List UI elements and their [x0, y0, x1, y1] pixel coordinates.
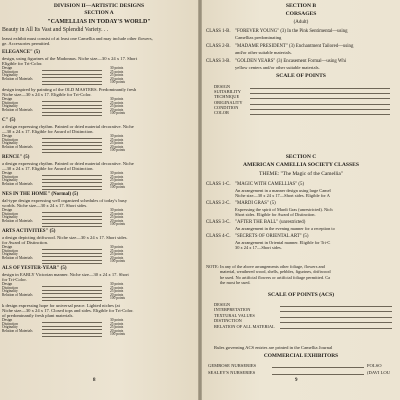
class-description: An arrangement in the evening manner for a reception to: [235, 226, 335, 231]
scale-fill-line: [280, 322, 392, 323]
scoring-points: 25 points: [110, 215, 124, 220]
scoring-points: 20 points: [110, 76, 124, 81]
score-fill-line: [42, 115, 102, 116]
scoring-points: 30 points: [110, 282, 124, 286]
class-description: and/or other suitable materials.: [235, 50, 292, 55]
exhibitor-name: GEMROSE NURSERIES: [208, 363, 257, 368]
class-description: a design depicting driftwood. Niche size—30 x 24 x 17. Short sides.: [2, 235, 128, 240]
score-fill-line: [42, 182, 102, 183]
score-fill-line: [42, 326, 102, 327]
scoring-points: 20 points: [110, 328, 124, 333]
score-fill-line: [42, 223, 102, 224]
score-fill-line: [42, 263, 102, 264]
adult-label: (Adult): [293, 20, 309, 25]
score-fill-line: [42, 186, 102, 187]
class-title: "SECRETS OF ORIENTAL ART" (5): [235, 234, 309, 239]
scoring-criterion: Design: [2, 208, 13, 212]
scoring-points: 25 points: [110, 137, 124, 142]
score-fill-line: [42, 333, 102, 334]
scoring-points: 100 points: [110, 111, 126, 116]
scoring-points: 25 points: [110, 252, 124, 257]
theme-title: "CAMELLIAS IN TODAY'S WORLD": [47, 19, 151, 25]
score-fill-line: [42, 256, 102, 257]
score-fill-line: [42, 260, 102, 261]
score-fill-line: [42, 253, 102, 254]
scoring-criterion: Distinction: [2, 174, 18, 179]
scoring-points: 20 points: [110, 181, 124, 186]
score-fill-line: [42, 74, 102, 75]
scoring-points: 20 points: [110, 144, 124, 149]
scoring-points: 100 points: [110, 332, 126, 337]
scoring-criterion: Design: [2, 171, 13, 175]
corsages-heading: CORSAGES: [285, 11, 317, 17]
class-description: An arrangement in a manner design using large Camel: [235, 188, 331, 193]
score-fill-line: [42, 286, 102, 287]
scoring-points: 20 points: [110, 255, 124, 260]
scoring-criterion: Relation of Materials: [2, 144, 33, 149]
class-description: for Award of Distinction.: [2, 240, 49, 245]
score-fill-line: [42, 138, 102, 139]
scale-item: DISTINCTION: [214, 318, 242, 324]
score-fill-line: [42, 189, 102, 190]
score-fill-line: [42, 179, 102, 180]
scoring-points: 30 points: [110, 245, 124, 249]
class-title: "MAGIC WITH CAMELLIAS" (5): [235, 182, 304, 187]
intro-note-line-1: leasst exhibit must consist of at least one Camellia and may include other flowers,: [2, 36, 153, 41]
scoring-points: 100 points: [110, 222, 126, 227]
acs-theme: THEME: "The Magic of the Camellia": [259, 171, 343, 177]
scoring-points: 30 points: [110, 318, 124, 322]
class-description: for Tri-Color.: [2, 277, 27, 282]
scoring-criterion: Relation of Materials: [2, 181, 33, 186]
scoring-criterion: Distinction: [2, 285, 18, 290]
score-fill-line: [42, 108, 102, 109]
scale-item: RELATION OF ALL MATERIAL: [214, 323, 275, 329]
scoring-points: 30 points: [110, 134, 124, 138]
score-fill-line: [42, 152, 102, 153]
class-description: of predominantly fresh plant materials.: [2, 313, 74, 318]
scoring-points: 100 points: [110, 296, 126, 301]
class-number: CLASS 2-C.: [206, 201, 231, 206]
commercial-exhibitors-heading: COMMERCIAL EXHIBITORS: [263, 353, 339, 359]
score-fill-line: [42, 293, 102, 294]
class-description: An arrangement in Oriental manner. Eligible for Tri-C: [235, 240, 331, 245]
class-title: ALS OF YESTER-YEAR" (5): [2, 266, 67, 271]
scale-fill-line: [250, 93, 390, 94]
class-description: —30 x 24 x 17. Eligible for Award of Distinction.: [2, 166, 94, 171]
scoring-criterion: Originality: [2, 178, 18, 183]
score-fill-line: [42, 112, 102, 113]
scoring-criterion: Design: [2, 97, 13, 101]
note-line: material, weathered wood, shells, pebbles, figurines, driftwood: [220, 269, 331, 275]
scoring-points: 20 points: [110, 107, 124, 112]
score-fill-line: [42, 249, 102, 250]
score-fill-line: [42, 77, 102, 78]
score-fill-line: [42, 322, 102, 323]
class-number: CLASS 1-C.: [206, 182, 231, 187]
class-title: C" (5): [2, 118, 16, 123]
section-c-heading: SECTION C: [285, 154, 317, 160]
scoring-points: 25 points: [110, 178, 124, 183]
scoring-points: 100 points: [110, 148, 126, 153]
class-title: RENCE" (5): [2, 155, 30, 160]
intro-note-line-2: ge. Accessories permitted.: [2, 41, 51, 46]
class-description: —30 x 24 x 17. Eligible for Award of Distinction.: [2, 129, 94, 134]
scale-item: TECHNIQUE: [214, 94, 240, 100]
scale-fill-line: [280, 311, 392, 312]
page-number-right: 9: [295, 378, 298, 383]
scoring-criterion: Originality: [2, 289, 18, 294]
scoring-criterion: Originality: [2, 141, 18, 146]
scale-fill-line: [250, 109, 390, 110]
score-fill-line: [42, 212, 102, 213]
scoring-criterion: Design: [2, 318, 13, 322]
scoring-points: 30 points: [110, 171, 124, 175]
class-description: design in EARLY Victorian manner. Niche size—30 x 24 x 17. Short: [2, 272, 129, 277]
acs-scale-heading: SCALE OF POINTS (ACS): [267, 292, 335, 298]
scale-item: COLOR: [214, 110, 229, 115]
note-line: be used. No artificial flowers or artificial foliage permitted. Ca: [220, 274, 331, 280]
class-description: Expressing the spirit of Mardi Gras (unrestricted). Nich: [235, 207, 333, 212]
class-number: CLASS 4-C.: [206, 234, 231, 239]
class-description: yellow centers and/or other suitable materials.: [235, 65, 320, 70]
scale-item: CONDITION: [214, 104, 239, 110]
scoring-points: 25 points: [110, 289, 124, 294]
scoring-points: 20 points: [110, 218, 124, 223]
leader-line: [272, 374, 364, 375]
scale-of-points-heading: SCALE OF POINTS: [276, 73, 326, 79]
theme-subtitle: Beauty in All Its Vast and Splendid Variety. . .: [2, 27, 109, 33]
scoring-criterion: Design: [2, 245, 13, 249]
left-page: [0, 0, 198, 400]
scale-item: SUITABILITY: [214, 89, 241, 95]
class-title: NES IN THE HOME" (Normal) (5): [2, 192, 79, 197]
scoring-criterion: Relation of Materials: [2, 292, 33, 297]
class-description: a design expressing rhythm. Painted or dried material decorative. Niche: [2, 124, 134, 129]
class-description: Niche size—30 x 24 x 17. Closed tops and sides. Eligible for Tri-Color.: [2, 308, 134, 313]
class-description: Niche size—30 x 24 x 17—Short sides. Eligible for A: [235, 193, 330, 198]
scale-fill-line: [280, 328, 392, 329]
scoring-criterion: Distinction: [2, 137, 18, 142]
class-description: Niche size—30 x 24 x 17. Eligible for Tri-Color.: [2, 92, 92, 97]
class-title: "AFTER THE BALL" (unrestricted): [235, 220, 306, 225]
section-a-heading: SECTION A: [84, 10, 114, 16]
scale-fill-line: [250, 98, 390, 99]
class-title: "MADAME PRESIDENT" (3) Enchantment Tailored—using: [235, 44, 354, 49]
class-number: CLASS 3-C.: [206, 220, 231, 225]
score-fill-line: [42, 101, 102, 102]
section-b-heading: SECTION B: [285, 3, 317, 9]
class-number: CLASS 2-B.: [206, 44, 231, 49]
class-description: Camellias predominating: [235, 35, 282, 40]
score-fill-line: [42, 336, 102, 337]
class-description: Short sides. Eligible for Award of Distinction.: [235, 212, 316, 217]
scoring-criterion: Distinction: [2, 100, 18, 105]
scoring-points: 25 points: [110, 141, 124, 146]
score-fill-line: [42, 226, 102, 227]
note-line: NOTE: In any of the above arrangements other foliage, flowers and: [206, 264, 325, 269]
scoring-points: 30 points: [110, 97, 124, 101]
score-fill-line: [42, 70, 102, 71]
score-fill-line: [42, 300, 102, 301]
score-fill-line: [42, 216, 102, 217]
scoring-points: 100 points: [110, 259, 126, 264]
scoring-criterion: Relation of Materials: [2, 328, 33, 333]
score-fill-line: [42, 329, 102, 330]
scoring-points: 25 points: [110, 174, 124, 179]
leader-line: [272, 367, 364, 368]
score-fill-line: [42, 105, 102, 106]
scale-fill-line: [250, 114, 390, 115]
scale-item: TEXTURAL VALUES: [214, 312, 255, 318]
class-number: CLASS 3-B.: [206, 59, 231, 64]
scoring-criterion: Originality: [2, 325, 18, 330]
scale-fill-line: [280, 317, 392, 318]
scoring-criterion: Distinction: [2, 248, 18, 253]
scoring-points: 25 points: [110, 248, 124, 253]
scoring-points: 30 points: [110, 208, 124, 212]
exhibitor-location: (DAVI LOU: [367, 370, 391, 375]
class-title: "FOREVER YOUNG" (3) In the Pink Sentimental—using: [235, 29, 348, 34]
scoring-points: 25 points: [110, 321, 124, 326]
scoring-points: 30 points: [110, 66, 124, 70]
scoring-criterion: Relation of Materials: [2, 76, 33, 81]
exhibitor-location: FOLSO: [367, 363, 382, 368]
scoring-criterion: Design: [2, 66, 13, 70]
scoring-points: 25 points: [110, 211, 124, 216]
class-description: a design expressing rhythm. Painted or dried material decorative. Niche: [2, 161, 134, 166]
score-fill-line: [42, 142, 102, 143]
scoring-criterion: Relation of Materials: [2, 255, 33, 260]
scoring-points: 100 points: [110, 80, 126, 85]
class-description: k design expressing hope for universal peace. Lighted niches (at: [2, 303, 120, 308]
scoring-points: 20 points: [110, 292, 124, 297]
scoring-points: 25 points: [110, 69, 124, 74]
division-heading: DIVISION II—ARTISTIC DESIGNS: [53, 3, 145, 9]
scoring-points: 25 points: [110, 104, 124, 109]
scoring-criterion: Design: [2, 134, 13, 138]
page-number-left: 8: [93, 378, 96, 383]
scoring-criterion: Distinction: [2, 69, 18, 74]
scoring-criterion: Originality: [2, 215, 18, 220]
scoring-points: 25 points: [110, 73, 124, 78]
scoring-criterion: Design: [2, 282, 13, 286]
class-title: ELEGANCE" (5): [2, 50, 40, 55]
scoring-criterion: Relation of Materials: [2, 107, 33, 112]
scale-item: ORIGINALITY: [214, 99, 243, 105]
scale-item: DESIGN: [214, 302, 231, 307]
scoring-points: 25 points: [110, 285, 124, 290]
scoring-criterion: Distinction: [2, 211, 18, 216]
scoring-criterion: Originality: [2, 73, 18, 78]
scale-item: DESIGN: [214, 84, 231, 89]
scale-fill-line: [250, 104, 390, 105]
exhibitor-name: SEALEY'S NURSERIES: [208, 370, 256, 375]
class-title: "MARDI GRAS" (5): [235, 201, 276, 206]
acs-rules-note: Rules governing ACS entries are printed in the Camellia Journal: [214, 345, 333, 350]
score-fill-line: [42, 84, 102, 85]
class-description: dal-type design expressing well organized schedules of today's busy: [2, 198, 128, 203]
scoring-points: 25 points: [110, 325, 124, 330]
scale-fill-line: [280, 306, 392, 307]
class-description: 30 x 24 x 17—Short sides.: [235, 245, 282, 250]
score-fill-line: [42, 175, 102, 176]
scale-fill-line: [250, 88, 390, 89]
note-line: the most be used.: [220, 280, 251, 286]
class-description: worlds. Niche size—30 x 24 x 17. Short sides.: [2, 203, 88, 208]
class-description: Eligible for Tri-Color.: [2, 61, 43, 66]
scoring-criterion: Originality: [2, 252, 18, 257]
scoring-criterion: Distinction: [2, 321, 18, 326]
scoring-points: 100 points: [110, 185, 126, 190]
class-title: ARTS ACTIVITIES" (5): [2, 229, 56, 234]
scale-item: INTERPRETATION: [214, 307, 251, 313]
score-fill-line: [42, 145, 102, 146]
scoring-points: 25 points: [110, 100, 124, 105]
score-fill-line: [42, 219, 102, 220]
score-fill-line: [42, 81, 102, 82]
class-title: "GOLDEN YEARS" (3) Encasement Formal—using Whi: [235, 59, 347, 64]
score-fill-line: [42, 290, 102, 291]
scoring-criterion: Originality: [2, 104, 18, 109]
score-fill-line: [42, 149, 102, 150]
score-fill-line: [42, 297, 102, 298]
scoring-criterion: Relation of Materials: [2, 218, 33, 223]
class-description: design, using figurines of the Madonnas. Niche size—30 x 24 x 17. Short: [2, 56, 138, 61]
right-page: [202, 0, 400, 400]
acs-classes-heading: AMERICAN CAMELLIA SOCIETY CLASSES: [243, 162, 359, 168]
class-number: CLASS 1-B.: [206, 29, 231, 34]
class-description: design inspired by painting of the OLD MASTERS. Predominantly fresh: [2, 87, 137, 92]
